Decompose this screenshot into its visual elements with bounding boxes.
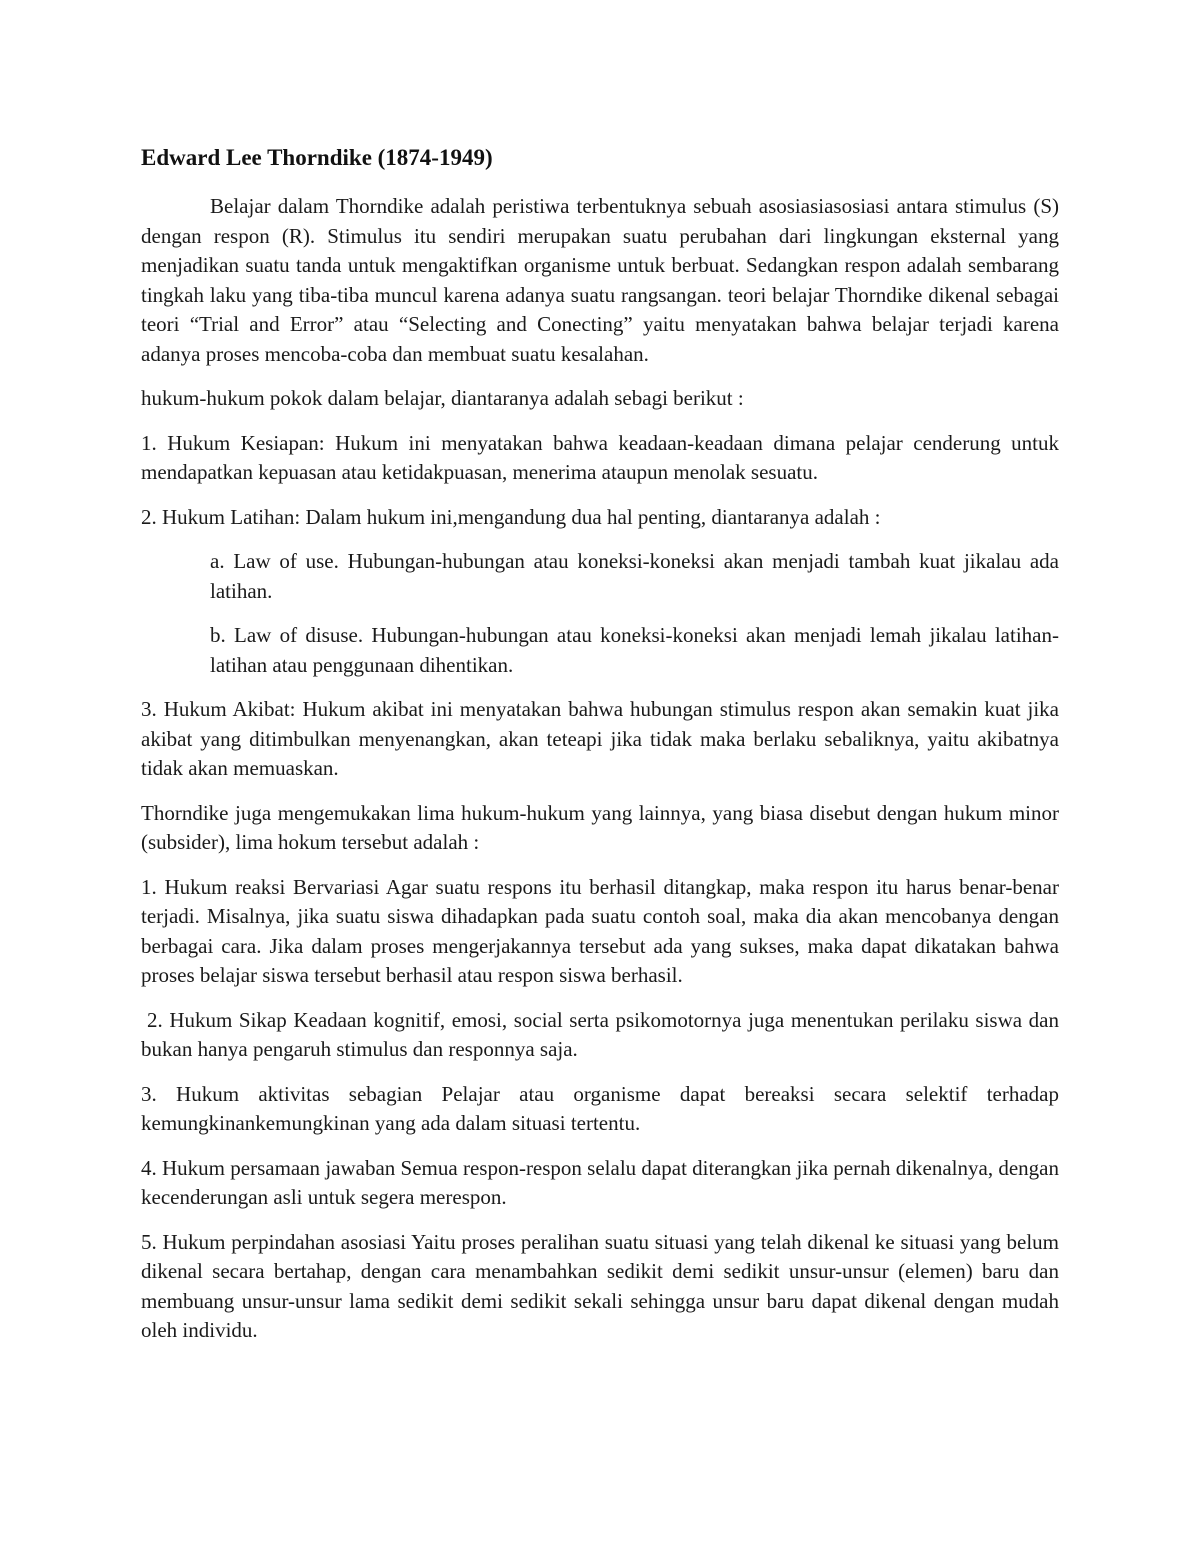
intro-paragraph: Belajar dalam Thorndike adalah peristiwa terbentuknya sebuah asosiasiasosiasi antara stimulus (S) dengan respon (R). Stimulus itu sendiri merupakan suatu perubahan dari lingkungan eksternal yang menjadikan suatu tanda untuk mengaktifkan organisme untuk berbuat. Sedangkan respon adalah sembarang tingkah laku yang tiba-tiba muncul karena adanya suatu rangsangan. teori belajar Thorndike dikenal sebagai teori “Trial and Error” atau “Selecting and Conecting” yaitu menyatakan bahwa belajar terjadi karena adanya proses mencoba-coba dan membuat suatu kesalahan. (141, 194, 1059, 366)
law-effect: 3. Hukum Akibat: Hukum akibat ini menyatakan bahwa hubungan stimulus respon akan semakin kuat jika akibat yang ditimbulkan menyenangkan, akan teteapi jika tidak maka berlaku sebaliknya, yaitu akibatnya tidak akan memuaskan. (141, 697, 1059, 780)
law-exercise: 2. Hukum Latihan: Dalam hukum ini,mengandung dua hal penting, diantaranya adalah : (141, 504, 881, 529)
minor-law-attitude: 2. Hukum Sikap Keadaan kognitif, emosi, social serta psikomotornya juga menentukan perilaku siswa dan bukan hanya pengaruh stimulus dan responnya saja. (141, 1007, 1059, 1061)
law-readiness: 1. Hukum Kesiapan: Hukum ini menyatakan bahwa keadaan-keadaan dimana pelajar cenderung untuk mendapatkan kepuasan atau ketidakpuasan, menerima ataupun menolak sesuatu. (141, 430, 1059, 484)
minor-law-associative-shifting: 5. Hukum perpindahan asosiasi Yaitu proses peralihan suatu situasi yang telah dikenal ke situasi yang belum dikenal secara bertahap, dengan cara menambahkan sedikit demi sedikit unsur-unsur (elemen) baru dan membuang unsur-unsur lama sedikit demi sedikit sekali sehingga unsur baru dapat dikenal dengan mudah oleh individu. (141, 1229, 1059, 1342)
minor-law-varied-reaction: 1. Hukum reaksi Bervariasi Agar suatu respons itu berhasil ditangkap, maka respon itu harus benar-benar terjadi. Misalnya, jika suatu siswa dihadapkan pada suatu contoh soal, maka dia akan mencobanya dengan berbagai cara. Jika dalam proses mengerjakannya tersebut ada yang sukses, maka dapat dikatakan bahwa proses belajar siswa tersebut berhasil atau respon siswa berhasil. (141, 874, 1059, 987)
document-title: Edward Lee Thorndike (1874-1949) (141, 145, 493, 170)
main-laws-intro: hukum-hukum pokok dalam belajar, diantaranya adalah sebagi berikut : (141, 386, 744, 410)
minor-law-assimilation: 4. Hukum persamaan jawaban Semua respon-respon selalu dapat diterangkan jika pernah dikenalnya, dengan kecenderungan asli untuk segera merespon. (141, 1155, 1059, 1209)
law-of-disuse: b. Law of disuse. Hubungan-hubungan atau koneksi-koneksi akan menjadi lemah jikalau latihan-latihan atau penggunaan dihentikan. (210, 623, 1059, 677)
minor-law-partial-activity: 3. Hukum aktivitas sebagian Pelajar atau organisme dapat bereaksi secara selektif terhadap kemungkinankemungkinan yang ada dalam situasi tertentu. (141, 1081, 1059, 1135)
document-page (141, 142, 1059, 1361)
minor-laws-intro: Thorndike juga mengemukakan lima hukum-hukum yang lainnya, yang biasa disebut dengan hukum minor (subsider), lima hokum tersebut adalah : (141, 800, 1059, 854)
law-of-use: a. Law of use. Hubungan-hubungan atau koneksi-koneksi akan menjadi tambah kuat jikalau ada latihan. (210, 549, 1059, 603)
